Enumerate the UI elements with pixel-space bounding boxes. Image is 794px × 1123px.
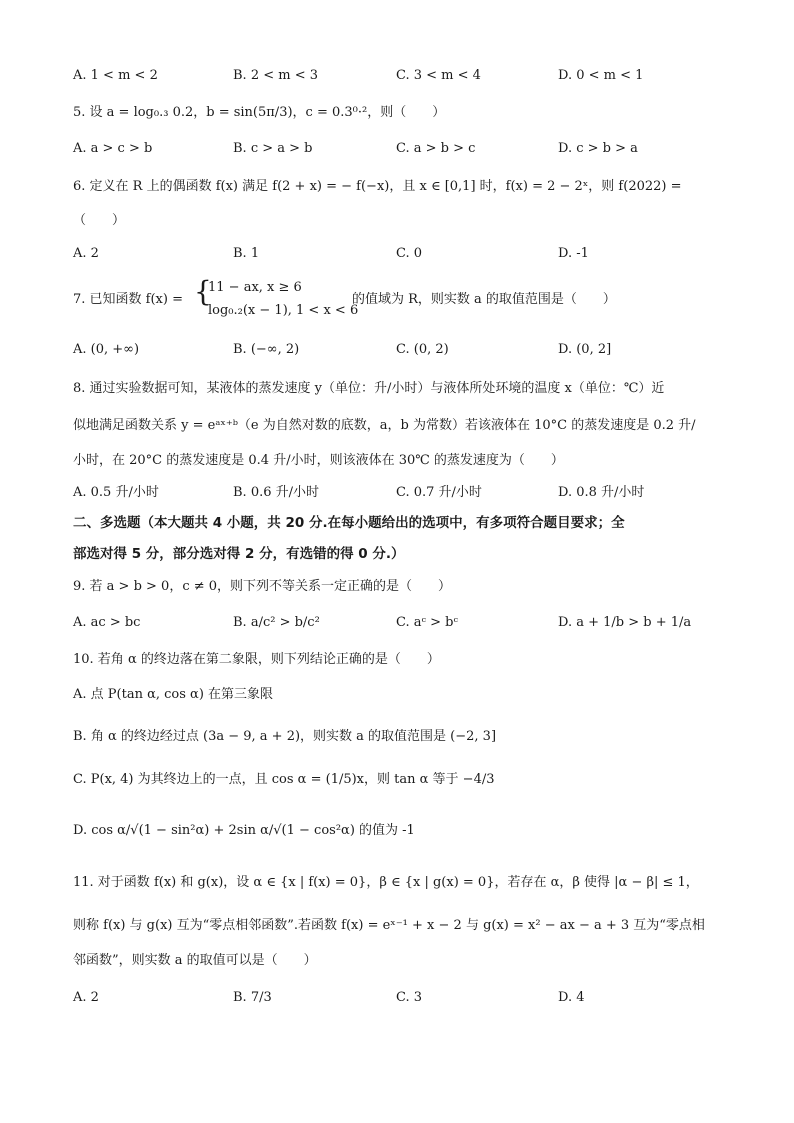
q10-option-b: B. 角 α 的终边经过点 (3a − 9, a + 2)，则实数 a 的取值范围是 (−2, 3] bbox=[73, 729, 497, 744]
q7-option-d: D. (0, 2] bbox=[558, 342, 612, 357]
q6-option-d: D. -1 bbox=[558, 246, 589, 261]
q4-option-d: D. 0 < m < 1 bbox=[558, 68, 644, 83]
q5-option-c: C. a > b > c bbox=[396, 141, 476, 156]
q8-option-a: A. 0.5 升/小时 bbox=[73, 485, 159, 500]
q7-option-a: A. (0, +∞) bbox=[73, 342, 140, 357]
q7-piece-1: 11 − ax, x ≥ 6 bbox=[208, 280, 302, 295]
q9-option-b: B. a/c² > b/c² bbox=[233, 615, 320, 630]
q8-line-1: 8. 通过实验数据可知，某液体的蒸发速度 y（单位：升/小时）与液体所处环境的温度 x（单位：℃）近 bbox=[73, 381, 665, 396]
q11-option-d: D. 4 bbox=[558, 990, 585, 1005]
q8-line-2: 似地满足函数关系 y = eᵃˣ⁺ᵇ（e 为自然对数的底数，a，b 为常数）若该液体在 10°C 的蒸发速度是 0.2 升/ bbox=[73, 418, 696, 433]
q8-option-c: C. 0.7 升/小时 bbox=[396, 485, 482, 500]
q7-option-b: B. (−∞, 2) bbox=[233, 342, 300, 357]
q7-option-c: C. (0, 2) bbox=[396, 342, 449, 357]
q9-option-a: A. ac > bc bbox=[73, 615, 141, 630]
left-brace-symbol: { bbox=[194, 275, 212, 308]
q11-line-3: 邻函数”，则实数 a 的取值可以是（ ） bbox=[73, 953, 317, 968]
q8-option-d: D. 0.8 升/小时 bbox=[558, 485, 645, 500]
q8-option-b: B. 0.6 升/小时 bbox=[233, 485, 320, 500]
q11-option-a: A. 2 bbox=[73, 990, 99, 1005]
q9-option-c: C. aᶜ > bᶜ bbox=[396, 615, 458, 630]
q11-option-c: C. 3 bbox=[396, 990, 423, 1005]
q6-option-a: A. 2 bbox=[73, 246, 99, 261]
q5-option-d: D. c > b > a bbox=[558, 141, 638, 156]
q10-stem: 10. 若角 α 的终边落在第二象限，则下列结论正确的是（ ） bbox=[73, 652, 440, 667]
q7-stem-prefix: 7. 已知函数 f(x) = bbox=[73, 292, 183, 307]
q10-option-a: A. 点 P(tan α, cos α) 在第三象限 bbox=[73, 687, 274, 702]
section-2-heading: 二、多选题（本大题共 4 小题，共 20 分.在每小题给出的选项中，有多项符合题目要求；全 bbox=[73, 515, 625, 531]
q6-stem-continued: （ ） bbox=[73, 213, 126, 228]
q5-stem: 5. 设 a = log₀.₃ 0.2，b = sin(5π/3)，c = 0.3⁰·²，则（ ） bbox=[73, 105, 446, 120]
q7-piece-2: log₀.₂(x − 1), 1 < x < 6 bbox=[208, 303, 359, 318]
q11-line-1: 11. 对于函数 f(x) 和 g(x)，设 α ∈ {x | f(x) = 0}，β ∈ {x | g(x) = 0}，若存在 α，β 使得 |α − β| ≤ 1， bbox=[73, 875, 699, 890]
q10-option-d: D. cos α/√(1 − sin²α) + 2sin α/√(1 − cos²α) 的值为 -1 bbox=[73, 823, 415, 838]
q4-option-c: C. 3 < m < 4 bbox=[396, 68, 481, 83]
q5-option-a: A. a > c > b bbox=[73, 141, 153, 156]
q4-option-a: A. 1 < m < 2 bbox=[73, 68, 158, 83]
q9-option-d: D. a + 1/b > b + 1/a bbox=[558, 615, 692, 630]
q10-option-c: C. P(x, 4) 为其终边上的一点，且 cos α = (1/5)x，则 tan α 等于 −4/3 bbox=[73, 772, 495, 787]
q6-stem: 6. 定义在 R 上的偶函数 f(x) 满足 f(2 + x) = − f(−x)，且 x ∈ [0,1] 时，f(x) = 2 − 2ˣ，则 f(2022) = bbox=[73, 179, 682, 194]
q11-option-b: B. 7/3 bbox=[233, 990, 272, 1005]
q6-option-c: C. 0 bbox=[396, 246, 423, 261]
q6-option-b: B. 1 bbox=[233, 246, 260, 261]
q4-option-b: B. 2 < m < 3 bbox=[233, 68, 319, 83]
q5-option-b: B. c > a > b bbox=[233, 141, 313, 156]
q8-line-3: 小时，在 20°C 的蒸发速度是 0.4 升/小时，则该液体在 30℃ 的蒸发速度为（ ） bbox=[73, 453, 564, 468]
q7-stem-suffix: 的值域为 R，则实数 a 的取值范围是（ ） bbox=[352, 292, 616, 307]
section-2-heading-continued: 部选对得 5 分，部分选对得 2 分，有选错的得 0 分.） bbox=[73, 546, 405, 562]
q9-stem: 9. 若 a > b > 0，c ≠ 0，则下列不等关系一定正确的是（ ） bbox=[73, 579, 452, 594]
q11-line-2: 则称 f(x) 与 g(x) 互为“零点相邻函数”.若函数 f(x) = eˣ⁻¹ + x − 2 与 g(x) = x² − ax − a + 3 互为“零点相 bbox=[73, 918, 705, 933]
